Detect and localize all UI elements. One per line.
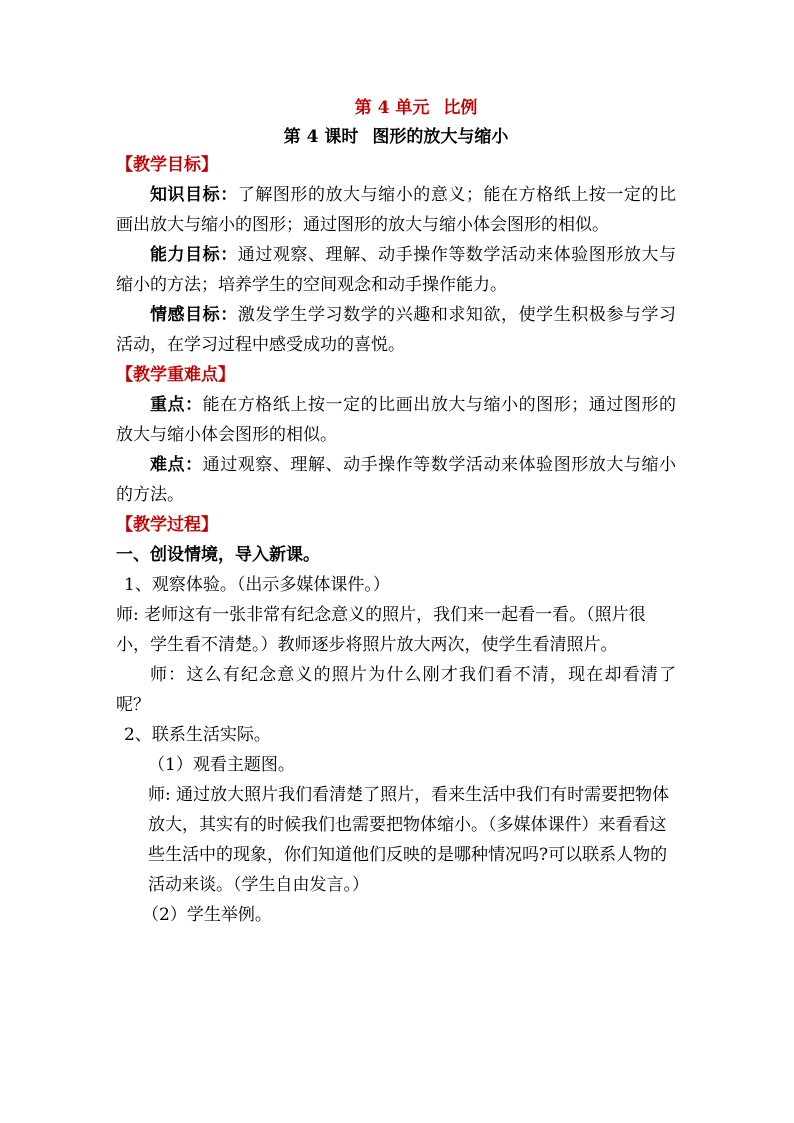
lesson-name: 图形的放大与缩小: [372, 127, 509, 147]
lesson-number: 第 4 课时: [283, 127, 359, 147]
process-step-1: 1、观察体验。（出示多媒体课件。）: [124, 575, 390, 595]
process-part-1: 一、创设情境，导入新课。: [116, 545, 320, 565]
step2-sub-b: （2）学生举例。: [142, 905, 272, 925]
process-step-2: 2、联系生活实际。: [124, 725, 271, 745]
emotion-label: 情感目标：: [150, 305, 238, 325]
step2-sub-a: （1）观看主题图。: [148, 755, 295, 775]
key-text: 能在方格纸上按一定的比画出放大与缩小的图形；通过图形的放大与缩小体会图形的相似。: [116, 395, 676, 445]
step2-teacher-text: 师: 通过放大照片我们看清楚了照片，看来生活中我们有时需要把物体放大，其实有的时候我们也需要把物体缩小。（多媒体课件）来看看这些生活中的现象，你们知道他们反映的是哪种情况吗?可以联系人物的活动来谈。（学生自由发言。）: [148, 785, 670, 895]
section-keypoints-heading: 【教学重难点】: [116, 365, 235, 385]
ability-objective: [116, 240, 676, 300]
unit-name: 比例: [443, 98, 478, 118]
step1-question-text: 师：这么有纪念意义的照片为什么刚才我们看不清，现在却看清了呢？: [116, 665, 676, 715]
lesson-title: [116, 124, 676, 150]
ability-text: 通过观察、理解、动手操作等数学活动来体验图形放大与缩小的方法；培养学生的空间观念和动手操作能力。: [116, 245, 677, 295]
section-objectives-heading: 【教学目标】: [116, 155, 218, 175]
knowledge-label: 知识目标：: [150, 185, 238, 205]
step1-teacher-text: 师: 老师这有一张非常有纪念意义的照片，我们来一起看一看。（照片很小，学生看不清楚。）教师逐步将照片放大两次，使学生看清照片。: [116, 605, 646, 655]
key-label: 重点：: [150, 395, 203, 415]
emotion-objective: [116, 300, 676, 360]
unit-number: 第 4 单元: [354, 98, 430, 118]
knowledge-objective: [116, 180, 676, 240]
difficult-text: 通过观察、理解、动手操作等数学活动来体验图形放大与缩小的方法。: [116, 455, 676, 505]
difficult-point: [116, 450, 676, 510]
difficult-label: 难点：: [150, 455, 203, 475]
document-page: [116, 96, 676, 930]
emotion-text: 激发学生学习数学的兴趣和求知欲，使学生积极参与学习活动，在学习过程中感受成功的喜悦。: [116, 305, 677, 355]
knowledge-text: 了解图形的放大与缩小的意义；能在方格纸上按一定的比画出放大与缩小的图形；通过图形的放大与缩小体会图形的相似。: [116, 185, 677, 235]
section-process-heading: 【教学过程】: [116, 515, 218, 535]
unit-title: [156, 96, 676, 120]
key-point: [116, 390, 676, 450]
ability-label: 能力目标：: [150, 245, 238, 265]
